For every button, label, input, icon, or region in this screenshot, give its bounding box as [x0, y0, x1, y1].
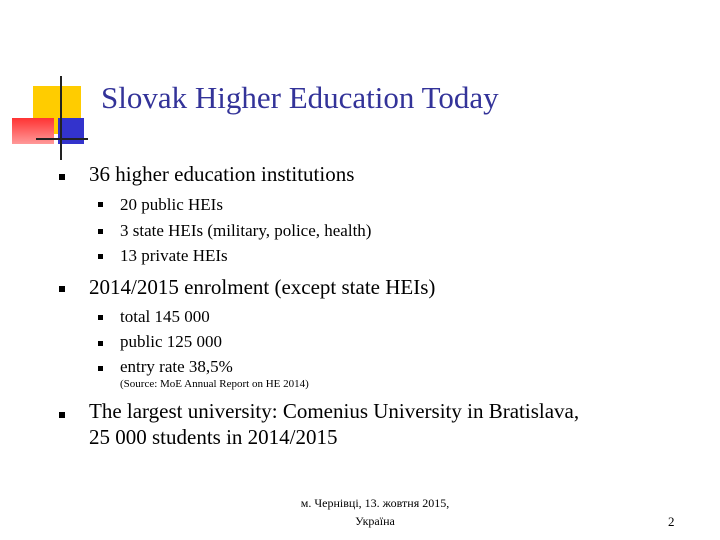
sub-bullet-marker [98, 202, 103, 207]
logo-horizontal-line [36, 138, 88, 140]
sub-item-entry-rate: entry rate 38,5% [120, 357, 233, 376]
sub-item-private: 13 private HEIs [120, 246, 228, 265]
bullet-largest-university-line1: The largest university: Comenius University in Bratislava, [89, 399, 580, 423]
footer [260, 494, 490, 530]
sub-bullet-marker [98, 341, 103, 346]
bullet-institutions: 36 higher education institutions [89, 162, 355, 186]
source-note: (Source: MoE Annual Report on HE 2014) [120, 378, 309, 390]
bullet-marker [59, 412, 65, 418]
sub-item-public: 20 public HEIs [120, 195, 223, 214]
sub-item-total: total 145 000 [120, 307, 210, 326]
slide-title: Slovak Higher Education Today [101, 80, 499, 115]
sub-bullet-marker [98, 366, 103, 371]
sub-bullet-marker [98, 229, 103, 234]
footer-line1: м. Чернівці, 13. жовтня 2015, [300, 496, 450, 510]
logo-red-square [12, 118, 54, 144]
page-number: 2 [668, 514, 675, 529]
bullet-enrolment: 2014/2015 enrolment (except state HEIs) [89, 275, 436, 299]
bullet-marker [59, 286, 65, 292]
sub-bullet-marker [98, 254, 103, 259]
sub-item-state: 3 state HEIs (military, police, health) [120, 221, 372, 240]
footer-line2: Україна [355, 514, 395, 528]
bullet-marker [59, 174, 65, 180]
sub-bullet-marker [98, 315, 103, 320]
bullet-largest-university-line2: 25 000 students in 2014/2015 [89, 425, 338, 449]
logo-vertical-line [60, 76, 62, 160]
sub-item-public-enrolment: public 125 000 [120, 332, 222, 351]
